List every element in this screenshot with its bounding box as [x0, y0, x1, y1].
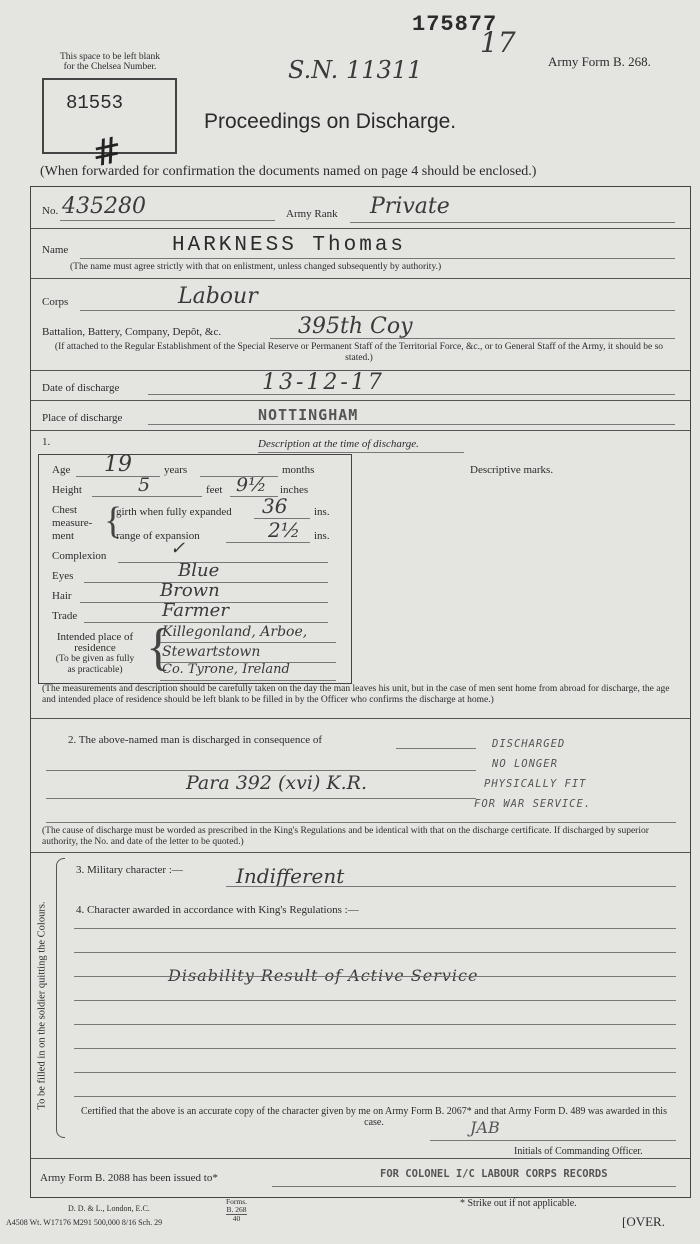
- military-character-value: Indifferent: [236, 864, 345, 888]
- forms-denom: 40: [232, 1214, 241, 1223]
- hash-mark: #: [88, 129, 127, 176]
- date-label: Date of discharge: [42, 382, 120, 394]
- chest-label-line2: measure-: [52, 517, 93, 529]
- battalion-value: 395th Coy: [298, 314, 413, 339]
- colours-side-label: To be filled in on the soldier quitting the Colours.: [36, 901, 48, 1110]
- place-label: Place of discharge: [42, 412, 123, 424]
- issued-label: Army Form B. 2088 has been issued to*: [40, 1172, 218, 1184]
- handwritten-ref: S.N. 11311: [288, 56, 423, 84]
- residence-line-1: Killegonland, Arboe,: [162, 624, 308, 640]
- over-label: [OVER.: [622, 1214, 665, 1229]
- eyes-label: Eyes: [52, 570, 74, 582]
- register-number: 175877: [412, 12, 498, 37]
- cause-stamp-line1: DISCHARGED: [492, 738, 566, 750]
- print-code: A4508 Wt. W17176 M291 500,000 8/16 Sch. 29: [6, 1218, 163, 1227]
- register-suffix: 17: [480, 26, 516, 59]
- cause-value: Para 392 (xvi) K.R.: [186, 772, 367, 794]
- awarded-label: 4. Character awarded in accordance with King's Regulations :—: [76, 904, 359, 916]
- rank-value: Private: [370, 194, 450, 219]
- trade-label: Trade: [52, 610, 78, 622]
- cause-stamp-line3: PHYSICALLY FIT: [484, 778, 587, 790]
- chelsea-note-line1: This space to be left blank: [60, 52, 160, 62]
- hair-label: Hair: [52, 590, 72, 602]
- cause-text: 2. The above-named man is discharged in consequence of: [68, 734, 323, 746]
- residence-line-2: Stewartstown: [162, 644, 261, 660]
- hair-value: Brown: [160, 580, 220, 601]
- girth-value: 36: [262, 494, 288, 518]
- forms-num: B. 268: [226, 1205, 247, 1214]
- complexion-value: ✓: [170, 538, 186, 559]
- inches-label: inches: [280, 484, 309, 496]
- cause-note: (The cause of discharge must be worded as prescribed in the King's Regulations and be identical with that on the discharge certificate. If discharged by superior authority, the No. and date of the letter to be quoted.): [42, 826, 649, 847]
- initials-value: JAB: [470, 1118, 500, 1137]
- residence-line-3: Co. Tyrone, Ireland: [162, 662, 290, 677]
- forms-ref: [226, 1198, 247, 1223]
- place-value: NOTTINGHAM: [258, 406, 359, 424]
- residence-label: [42, 632, 148, 676]
- certify-text: Certified that the above is an accurate copy of the character given by me on Army Form B. 2067* and that Army Form D. 489 was awarded in this case.: [81, 1106, 667, 1128]
- range-value: 2½: [268, 518, 301, 542]
- date-value: 13-12-17: [262, 370, 385, 395]
- rank-label: Army Rank: [286, 208, 338, 220]
- battalion-label: Battalion, Battery, Company, Depôt, &c.: [42, 326, 222, 338]
- residence-label-line1: Intended place of: [56, 631, 134, 643]
- residence-label-line4: as practicable): [67, 665, 123, 675]
- trade-value: Farmer: [162, 600, 229, 621]
- description-note: (The measurements and description should be carefully taken on the day the man leaves his unit, but in the case of men sent home from abroad for discharge, the age and intended place of residence should be left blank to be filled in by the Officer who confirms the discharge at home.): [42, 684, 670, 705]
- printer-text: D. D. & L., London, E.C.: [68, 1204, 150, 1213]
- initials-label: Initials of Commanding Officer.: [514, 1146, 643, 1157]
- issued-value: FOR COLONEL I/C LABOUR CORPS RECORDS: [380, 1168, 608, 1180]
- no-value: 435280: [62, 194, 146, 219]
- height-label: Height: [52, 484, 82, 496]
- age-value: 19: [104, 452, 132, 477]
- instruction-text: (When forwarded for confirmation the documents named on page 4 should be enclosed.): [40, 164, 537, 179]
- years-label: years: [164, 464, 188, 476]
- chest-label-line1: Chest: [52, 504, 78, 516]
- description-num: 1.: [42, 436, 51, 448]
- months-label: months: [282, 464, 315, 476]
- battalion-note: (If attached to the Regular Establishment of the Special Reserve or Permanent Staff of the Territorial Force, &c., or to General Staff of the Army, it should be so stated.): [54, 342, 664, 363]
- complexion-label: Complexion: [52, 550, 107, 562]
- feet-value: 5: [138, 474, 151, 496]
- chest-label: [52, 504, 92, 543]
- corps-label: Corps: [42, 296, 69, 308]
- awarded-value: Disability Result of Active Service: [168, 966, 479, 985]
- name-value: HARKNESS Thomas: [172, 234, 407, 257]
- description-heading: Description at the time of discharge.: [258, 438, 419, 450]
- cause-stamp-line4: FOR WAR SERVICE.: [474, 798, 592, 810]
- residence-label-line3: (To be given as fully: [55, 654, 135, 664]
- girth-ins-label: ins.: [314, 506, 330, 518]
- corps-value: Labour: [178, 284, 258, 309]
- strike-note: * Strike out if not applicable.: [460, 1198, 577, 1209]
- residence-label-line2: residence: [74, 642, 116, 654]
- inches-value: 9½: [236, 474, 267, 496]
- residence-brace: {: [146, 619, 171, 676]
- chest-brace: {: [104, 500, 123, 542]
- name-note: (The name must agree strictly with that on enlistment, unless changed subsequently by authority.): [70, 262, 442, 272]
- chest-label-line3: ment: [52, 530, 74, 542]
- army-form-label: Army Form B. 268.: [548, 54, 651, 69]
- forms-label: Forms.: [226, 1197, 248, 1206]
- page-title: Proceedings on Discharge.: [204, 110, 457, 133]
- chelsea-number: 81553: [66, 92, 124, 114]
- chelsea-note: [40, 52, 180, 72]
- eyes-value: Blue: [178, 560, 220, 581]
- cause-stamp: [474, 734, 591, 814]
- age-label: Age: [52, 464, 71, 476]
- cause-stamp-line2: NO LONGER: [492, 758, 558, 770]
- range-ins-label: ins.: [314, 530, 330, 542]
- range-label: range of expansion: [116, 530, 200, 542]
- name-label: Name: [42, 244, 69, 256]
- feet-label: feet: [206, 484, 223, 496]
- no-label: No.: [42, 205, 59, 217]
- girth-label: girth when fully expanded: [116, 506, 232, 518]
- colours-bracket: [56, 858, 65, 1138]
- chelsea-note-line2: for the Chelsea Number.: [63, 62, 157, 72]
- descriptive-marks-label: Descriptive marks.: [470, 464, 554, 476]
- military-character-label: 3. Military character :—: [76, 864, 183, 876]
